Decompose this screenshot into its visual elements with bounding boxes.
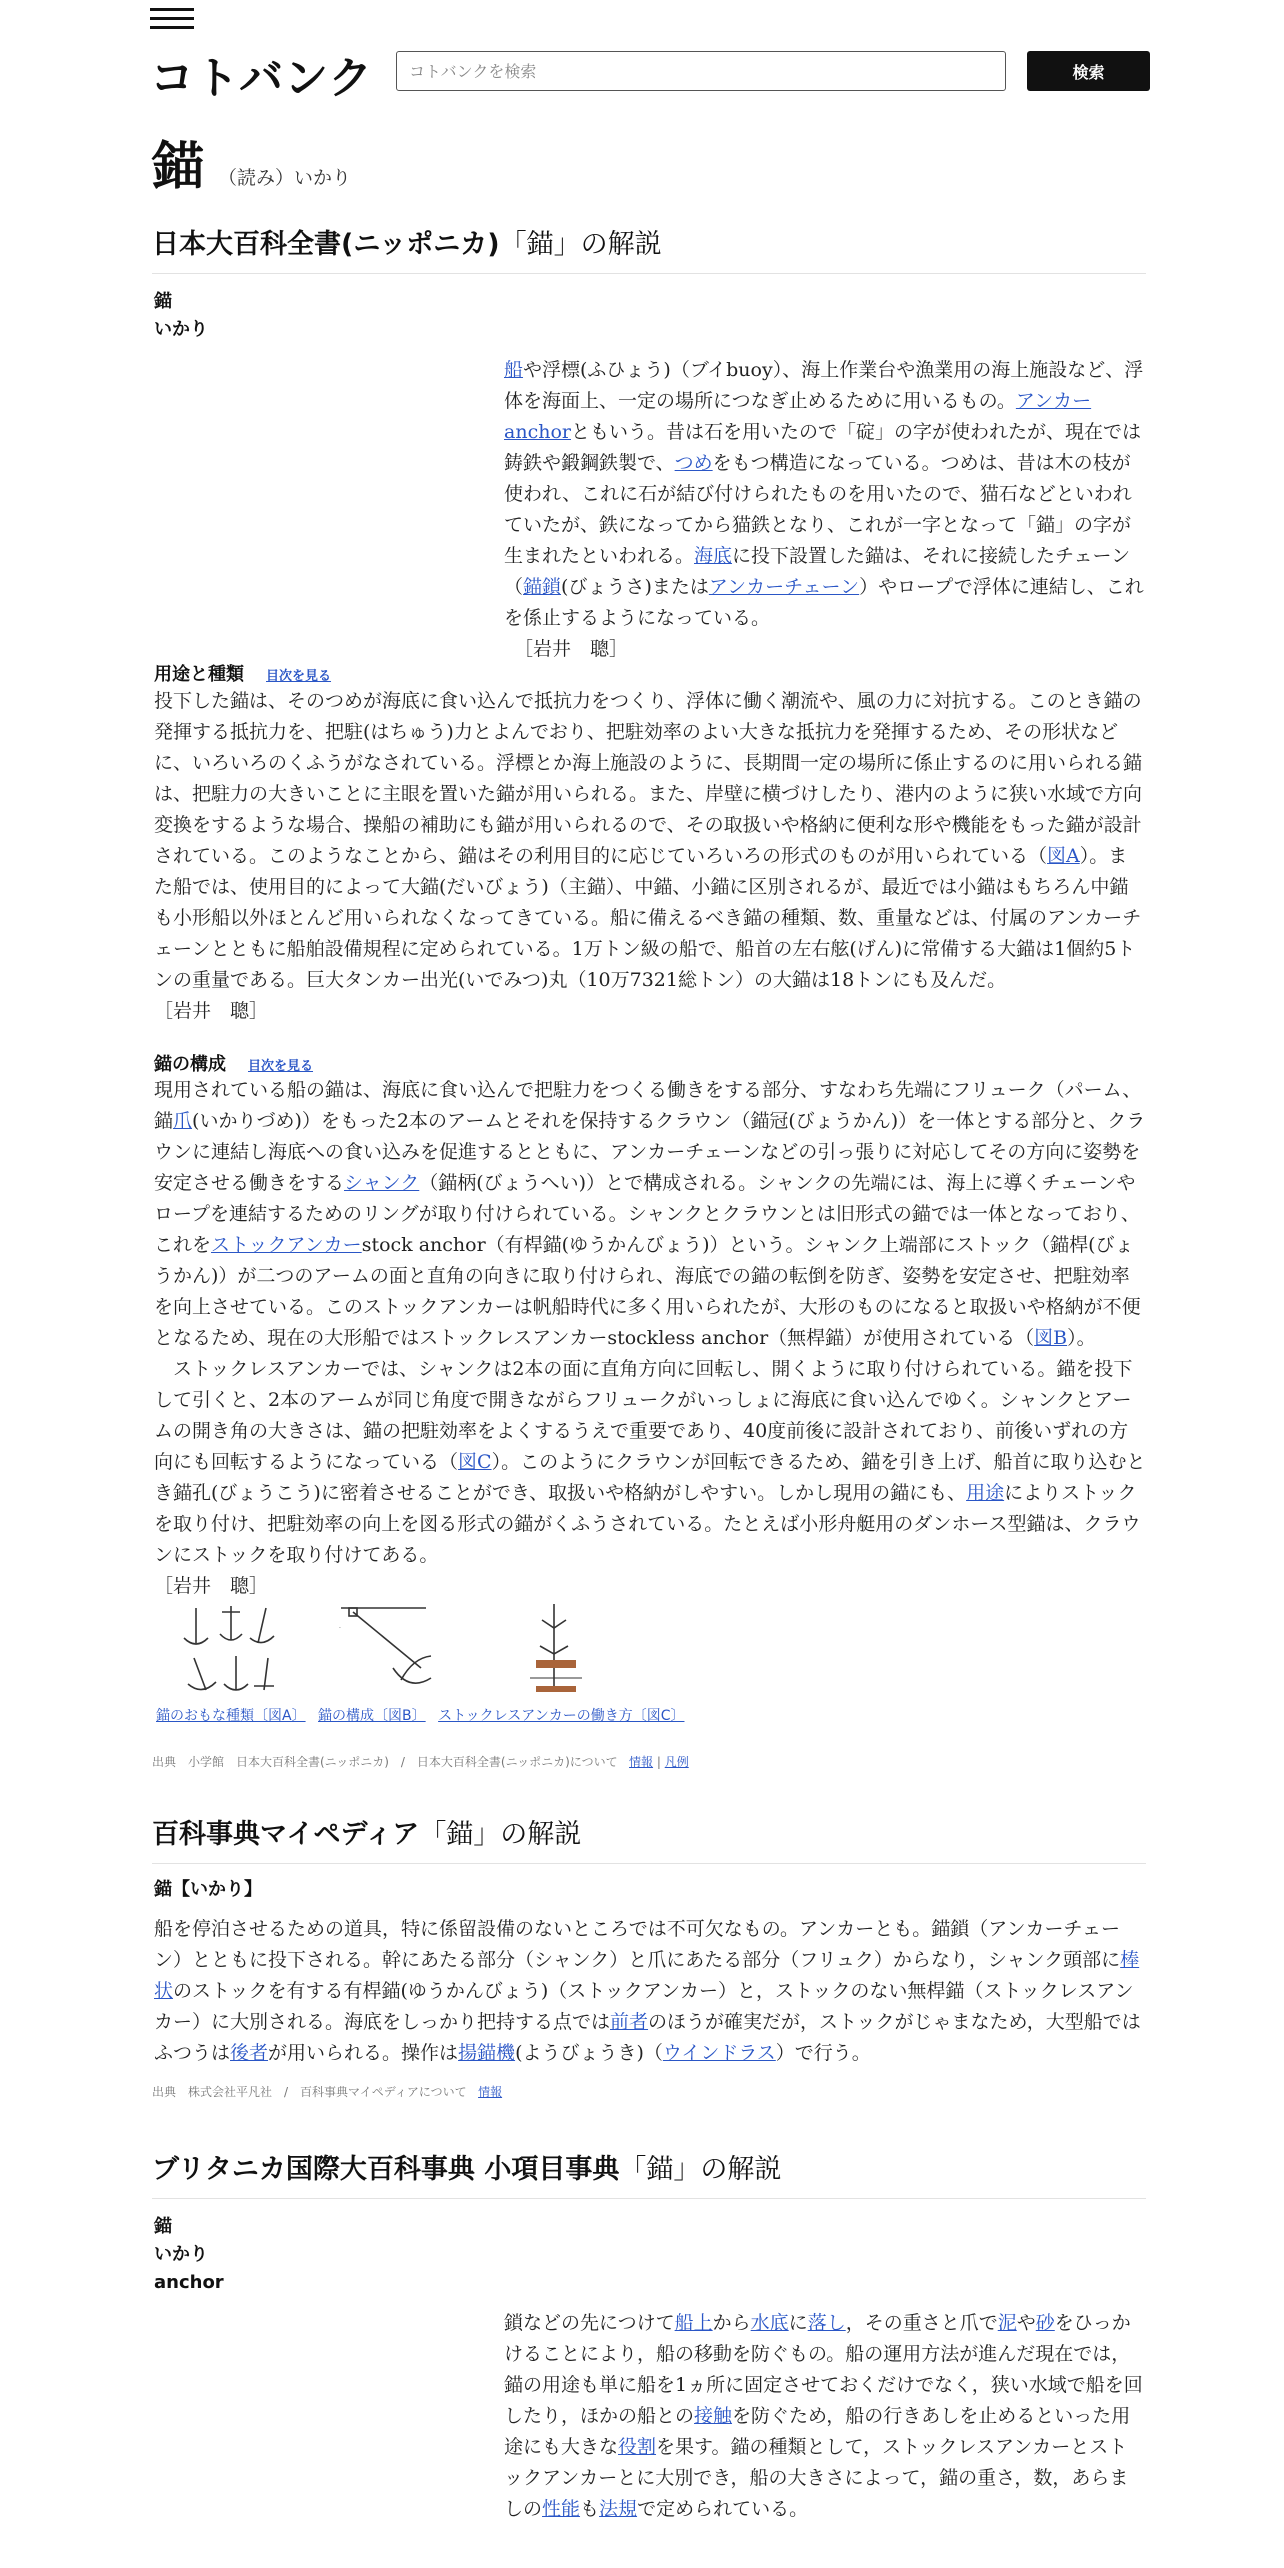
section-title-suffix: 「錨」の解説 [499,229,662,260]
figure-captions [156,1705,692,1725]
text-run: で定められている。 [637,2498,809,2520]
source-text: 出典 株式会社平凡社 / 百科事典マイペディアについて [152,2085,467,2099]
entry-word: 錨【いかり】 [154,1879,262,1900]
text-run: のほうが確実だが，ストックがじゃまなため，大型船ではふつうは [154,2011,1141,2064]
toc-link[interactable]: 目次を見る [266,669,332,684]
text-run: （錨柄(びょうへい)）とで構成される。シャンクの先端には、海上に導くチェーンやロープを連結するためのリングが取り付けられている。シャンクとクラウンとは旧形式の錨では一体となっており、これを [154,1172,1140,1256]
text-run: ストックレスアンカーでは、シャンクは2本の面に直角方向に回転し、開くように取り付けられている。錨を投下して引くと、2本のアームが同じ角度で開きながらフリュークがいっしょに海底に食い込んでゆく。シャンクとアームの開き角の大きさは、錨の把駐効率をよくするうえで重要であり、40度前後に設計されており、前後いずれの方向にも回転するようになっている（ [154,1358,1133,1473]
text-run: (いかりづめ)）をもった2本のアームとそれを保持するクラウン（錨冠(びょうかん)）を一体とする部分と、クラウンに連結し海底への食い込みを促進するとともに、アンカーチェーンなどの引っ張りに対応してその方向に姿勢を安定させる働きをする [154,1110,1146,1194]
section-source-name: 日本大百科全書(ニッポニカ) [152,229,500,260]
figure-c-caption[interactable]: ストックレスアンカーの働き方〔図C〕 [438,1708,685,1724]
text-run: ）。このようにクラウンが回転できるため、錨を引き上げ、船首に取り込むとき錨孔(びょうこう)に密着させることができ、取扱いや格納がしやすい。しかし現用の錨にも、 [154,1451,1146,1504]
section-title-britannica [152,2147,1146,2199]
text-run: 鎖などの先につけて [504,2312,675,2334]
inline-link[interactable]: 法規 [599,2498,638,2520]
usage-paragraph [154,686,1146,1027]
text-run: のストックを有する有桿錨(ゆうかんびょう)（ストックアンカー）と，ストックのない無桿錨（ストックレスアンカー）に大別される。海底をしっかり把持する点では [154,1980,1134,2033]
britannica-paragraph [504,2308,1144,2525]
subhead-structure [154,1050,313,1076]
figure-a-caption[interactable]: 錨のおもな種類〔図A〕 [156,1708,306,1724]
text-run: ）。また船では、使用目的によって大錨(だいびょう)（主錨）、中錨、小錨に区別されるが、最近では小錨はもちろん中錨も小形船以外ほとんど用いられなくなってきている。船に備えるべき錨の種類、数、重量などは、付属のアンカーチェーンとともに船舶設備規程に定められている。1万トン級の船で、船首の左右舷(げん)に常備する大錨は1個約5トンの重量である。巨大タンカー出光(いでみつ)丸（10万7321総トン）の大錨は18トンにも及んだ。 [154,845,1142,991]
text-run: 投下した錨は、そのつめが海底に食い込んで抵抗力をつくり、浮体に働く潮流や、風の力に対抗する。このとき錨の発揮する抵抗力を、把駐(はちゅう)力とよんでおり、把駐効率のよい大きな抵抗力を発揮するため、その形状などに、いろいろのくふうがなされている。浮標とか海上施設のように、長期間一定の場所に係止するのに用いられる錨は、把駐力の大きいことに主眼を置いた錨が用いられる。また、岸壁に横づけしたり、港内のように狭い水域で方向変換をするような場合、操船の補助にも錨が用いられるので、その取扱いや格納に便利な形や機能をもった錨が設計されている。このようなことから、錨はその利用目的に応じていろいろの形式のものが用いられている（ [154,690,1143,867]
britannica-text [504,2312,1143,2520]
text-run: に投下設置した錨は、それに接続したチェーン（ [504,545,1131,598]
text-run: ）。 [1067,1327,1096,1349]
section-title-suffix: 「錨」の解説 [619,2154,782,2185]
inline-link[interactable]: 砂 [1035,2312,1055,2334]
entry-word: 錨 [154,2216,172,2237]
inline-link[interactable]: 図A [1047,845,1080,867]
source-mypedia [152,2083,502,2100]
text-run: ，その重さと爪で [845,2312,998,2334]
text-run: (びょうさ)または [561,576,709,598]
search-input[interactable] [396,51,1006,91]
inline-link[interactable]: 前者 [610,2011,649,2033]
source-text: 出典 小学館 日本大百科全書(ニッポニカ) / 日本大百科全書(ニッポニカ)について [152,1755,618,1769]
text-run: を防ぐため，船の行きあしを止めるといった用途にも大きな [504,2405,1131,2458]
structure-author: ［岩井 聰］ [154,1575,269,1597]
entry-headword [154,1876,262,1904]
inline-link[interactable]: 役割 [618,2436,657,2458]
section-title-mypedia [152,1812,1146,1864]
text-run: を果す。錨の種類として，ストックレスアンカーとストックアンカーとに大別でき，船の大きさによって，錨の重さ，数，あらましの [504,2436,1129,2520]
inline-link[interactable]: つめ [674,452,713,474]
page-title [152,124,351,199]
structure-text-1 [154,1075,1146,1354]
section-source-name: ブリタニカ国際大百科事典 小項目事典 [152,2154,620,2185]
entry-reading: いかり [154,2244,208,2265]
inline-link[interactable]: 接触 [694,2405,733,2427]
usage-text [154,690,1142,991]
text-run: 現用されている船の錨は、海底に食い込んで把駐力をつくる働きをする部分、すなわち先端にフリューク（パーム、錨 [154,1079,1142,1132]
entry-word: 錨 [154,291,172,312]
subhead-structure-label: 錨の構成 [154,1054,226,1075]
entry-english: anchor [154,2272,224,2293]
inline-link[interactable]: 性能 [542,2498,581,2520]
inline-link[interactable]: 海底 [694,545,733,567]
legend-link[interactable]: 凡例 [664,1755,689,1769]
section-title-suffix: 「錨」の解説 [419,1819,582,1850]
inline-link[interactable]: 水底 [750,2312,789,2334]
structure-text-2 [154,1354,1146,1571]
entry-headword [154,2213,224,2297]
mypedia-paragraph [154,1914,1146,2069]
inline-link[interactable]: シャンク [344,1172,420,1194]
author-text: ［岩井 聰］ [514,638,629,660]
inline-link[interactable]: 図B [1034,1327,1068,1349]
site-logo[interactable]: コトバンク [150,53,374,104]
entry-headword [154,288,208,344]
text-run: stock anchor（有桿錨(ゆうかんびょう)）という。シャンク上端部にストック（錨桿(びょうかん)）が二つのアームの面と直角の向きに取り付けられ、海底での錨の転倒を防ぎ、姿勢を安定させ、把駐効率を向上させている。このストックアンカーは帆船時代に多く用いられたが、大形のものになると取扱いや格納が不便となるため、現在の大形船ではストックレスアンカーstockless anchor（無桿錨）が使用されている（ [154,1234,1141,1349]
text-run: が用いられる。操作は [268,2042,459,2064]
nipponica-intro [504,355,1144,665]
info-link[interactable]: 情報 [629,1755,654,1769]
rich-intro [504,359,1144,629]
figure-b-thumbnail[interactable] [306,1598,466,1698]
inline-link[interactable]: 後者 [230,2042,269,2064]
intro-author [504,634,1144,665]
inline-link[interactable]: 落し [807,2312,846,2334]
inline-link[interactable]: 棒状 [154,1949,1140,2002]
inline-link[interactable]: アンカーanchor [504,390,1092,443]
inline-link[interactable]: アンカーチェーン [708,576,860,598]
text-run: ）で行う。 [775,2042,871,2064]
headword-kanji: 錨 [152,137,205,197]
inline-link[interactable]: 船上 [674,2312,713,2334]
text-run: ともいう。昔は石を用いたので「碇」の字が使われたが、現在では鋳鉄や鍛鋼鉄製で、 [504,421,1141,474]
text-run: ）やロープで浮体に連結し、これを係止するようになっている。 [504,576,1144,629]
mypedia-text [154,1918,1141,2064]
section-title-nipponica [152,222,1146,274]
hamburger-menu-icon[interactable] [150,8,194,32]
text-run: をもつ構造になっている。つめは、昔は木の枝が使われ、これに石が結び付けられたものを用いたので、猫石などといわれていたが、鉄になってから猫鉄となり、これが一字となって「錨」の字が生まれたといわれる。 [504,452,1132,567]
figure-thumbnails [156,1598,656,1698]
text-run: (ようびょうき)（ [515,2042,663,2064]
text-run: や浮標(ふひょう)（ブイbuoy）、海上作業台や漁業用の海上施設など、浮体を海面上、一定の場所につなぎ止めるために用いるもの。 [504,359,1144,412]
usage-author: ［岩井 聰］ [154,1000,269,1022]
info-link[interactable]: 情報 [478,2085,503,2099]
structure-paragraph [154,1075,1146,1602]
svg-text:.: . [339,1623,341,1630]
inline-link[interactable]: 爪 [173,1110,193,1132]
text-run: をひっかけることにより，船の移動を防ぐもの。船の運用方法が進んだ現在では，錨の用途も単に船を1ヵ所に固定させておくだけでなく，狭い水域で船を回したり，ほかの船との [504,2312,1143,2427]
figure-a-thumbnail[interactable] [156,1598,306,1698]
inline-link[interactable]: ウインドラス [662,2042,776,2064]
search-button[interactable]: 検索 [1027,51,1150,91]
text-run: に [788,2312,808,2334]
inline-link[interactable]: 用途 [966,1482,1005,1504]
subhead-usage [154,660,331,686]
section-source-name: 百科事典マイペディア [152,1819,420,1850]
text-run: から [712,2312,751,2334]
inline-link[interactable]: ストックアンカー [211,1234,362,1256]
headword-reading: （読み）いかり [218,167,352,189]
figure-b-caption[interactable]: 錨の構成〔図B〕 [318,1708,426,1724]
text-run: や [1016,2312,1036,2334]
inline-link[interactable]: 錨鎖 [523,576,562,598]
inline-link[interactable]: 泥 [997,2312,1017,2334]
figure-c-thumbnail[interactable] [466,1598,656,1698]
toc-link[interactable]: 目次を見る [248,1059,314,1074]
inline-link[interactable]: 図C [458,1451,492,1473]
inline-link[interactable]: 船 [504,359,524,381]
source-nipponica [152,1753,689,1770]
source-separator: | [653,1755,665,1769]
text-run: 船を停泊させるための道具，特に係留設備のないところでは不可欠なもの。アンカーとも。錨鎖（アンカーチェーン）とともに投下される。幹にあたる部分（シャンク）と爪にあたる部分（フリュク）からなり，シャンク頭部に [154,1918,1121,1971]
text-run: によりストックを取り付け、把駐効率の向上を図る形式の錨がくふうされている。たとえば小形舟艇用のダンホース型錨は、クラウンにストックを取り付けてある。 [154,1482,1141,1566]
subhead-usage-label: 用途と種類 [154,664,244,685]
entry-reading: いかり [154,319,208,340]
inline-link[interactable]: 揚錨機 [458,2042,516,2064]
text-run: も [580,2498,600,2520]
